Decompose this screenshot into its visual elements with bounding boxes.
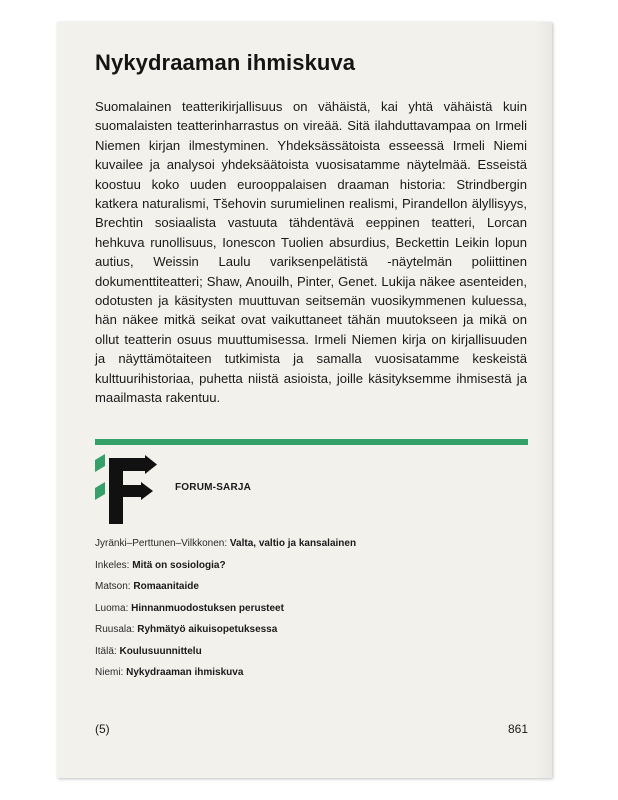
series-label: FORUM-SARJA — [175, 482, 252, 493]
book-author: Niemi: — [95, 667, 124, 678]
series-book-list — [95, 538, 535, 689]
series-number: (5) — [95, 722, 110, 736]
book-list-title: Koulusuunnittelu — [119, 645, 202, 657]
back-cover — [57, 22, 552, 778]
catalog-number: 861 — [507, 722, 528, 736]
green-divider — [95, 439, 528, 445]
list-item — [95, 624, 535, 646]
book-title: Nykydraaman ihmiskuva — [95, 50, 356, 75]
book-list-title: Valta, valtio ja kansalainen — [229, 538, 357, 549]
list-item — [95, 603, 535, 625]
list-item — [95, 581, 535, 603]
list-item — [95, 646, 535, 668]
book-description: Suomalainen teatterikirjallisuus on vähäistä, kai yhtä vähäistä kuin suomalaisten teatterinharrastus on vireää. Sitä ilahduttavampaa on Irmeli Niemen kirjan ilmestyminen. Yhdeksässätoista esseessä Irmeli Niemi kuvailee ja analysoi yhdeksäätoista vuosisatamme näytelmää. Esseistä koostuu koko uuden eurooppalaisen draaman historia: Strindbergin katkera naturalismi, Tšehovin surumielinen realismi, Pirandellon älyllisyys, Brechtin sosiaalista vastuuta tähdentävä eeppinen teatteri, Lorcan hehkuva runollisuus, Ionescon Tuolien absurdius, Beckettin Leikin lopun autius, Weissin Laulu variksenpelätistä -näytelmän poliittinen dokumenttiteatteri; Shaw, Anouilh, Pinter, Genet. Lukija näkee asenteiden, odotusten ja käsitysten muuttuvan seitsemän vuosikymmenen kuluessa, hän näkee mitkä seikat ovat vaikuttaneet tähän muutokseen ja mikä on ollut teatterin osuus muuttumisessa. Irmeli Niemen kirja on kirjallisuuden ja näyttämötaiteen tutkimista ja samalla vuosisatamme keskeistä kulttuurihistoriaa, puhetta niistä asioista, joille käsityksemme ihmisestä ja maailmasta rakentuu. — [95, 99, 527, 406]
book-author: Matson: — [95, 581, 131, 592]
book-list-title: Ryhmätyö aikuisopetuksessa — [137, 624, 278, 635]
book-list-title: Romaanitaide — [133, 581, 199, 592]
book-author: Luoma: — [95, 602, 129, 614]
book-author: Inkeles: — [95, 559, 130, 571]
book-author: Itälä: — [95, 645, 117, 657]
list-item — [95, 560, 535, 582]
book-author: Ruusala: — [95, 624, 135, 635]
list-item — [95, 667, 535, 689]
book-list-title: Nykydraaman ihmiskuva — [126, 667, 244, 678]
book-list-title: Hinnanmuodostuksen perusteet — [131, 602, 284, 614]
book-list-title: Mitä on sosiologia? — [132, 559, 226, 571]
book-author: Jyränki–Perttunen–Vilkkonen: — [95, 538, 228, 549]
list-item — [95, 538, 535, 560]
forum-f-logo-icon — [95, 454, 157, 524]
